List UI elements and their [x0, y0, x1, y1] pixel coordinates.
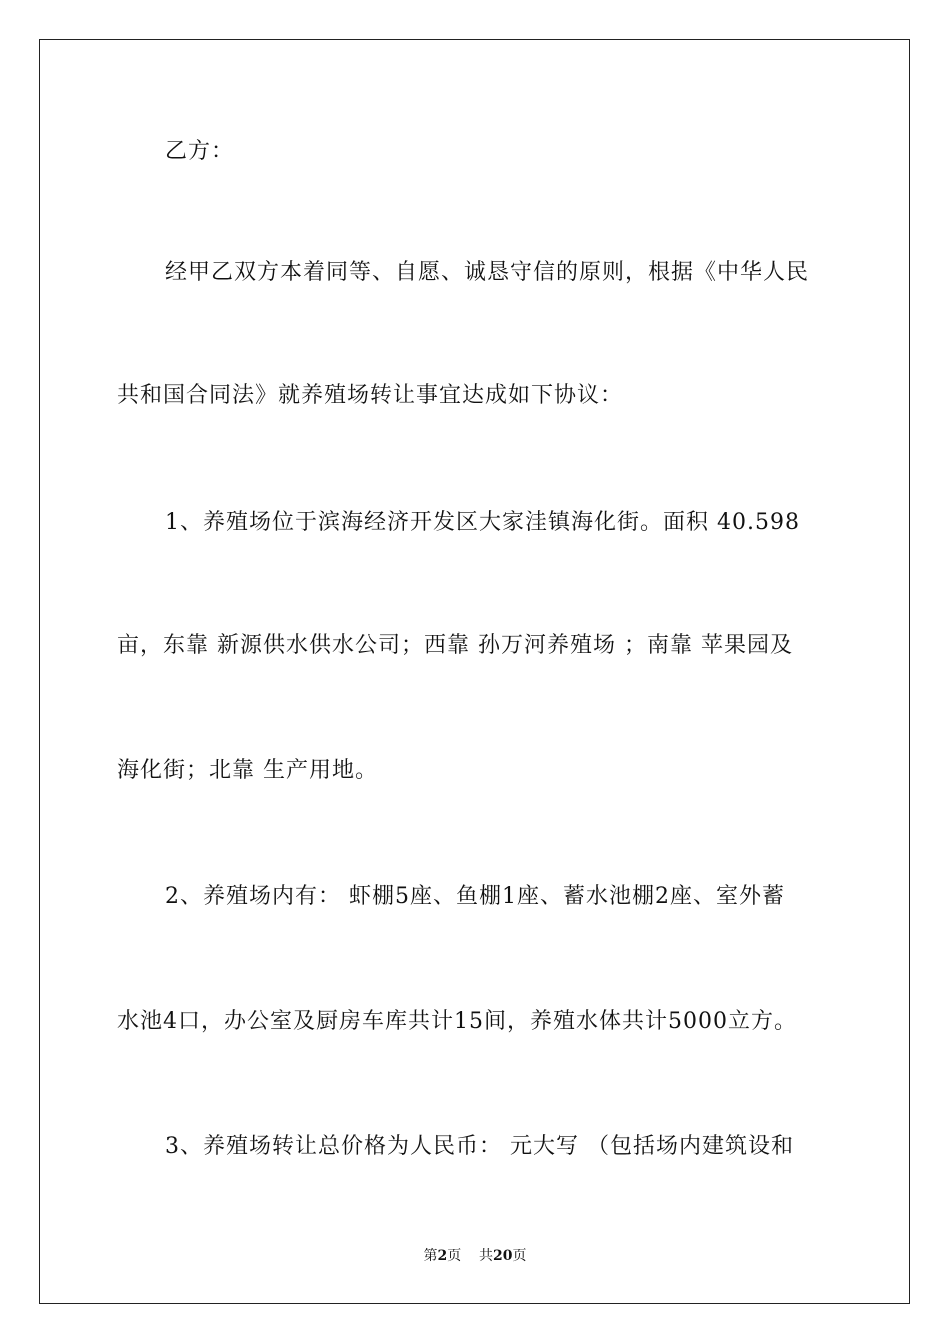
footer-page-number: 2	[437, 1248, 448, 1264]
text-line-clause-1a: 1、养殖场位于滨海经济开发区大家洼镇海化街。面积 40.598	[165, 510, 800, 535]
footer-total-number: 20	[493, 1248, 513, 1264]
text-line-clause-3a: 3、养殖场转让总价格为人民币： 元大写 （包括场内建筑设和	[165, 1134, 794, 1159]
page-footer	[0, 1246, 950, 1266]
text-line-preamble-1: 经甲乙双方本着同等、自愿、诚恳守信的原则，根据《中华人民	[165, 260, 810, 285]
text-line-yifang: 乙方：	[165, 139, 235, 164]
text-line-clause-2b: 水池4口，办公室及厨房车库共计15间，养殖水体共计5000立方。	[117, 1009, 797, 1034]
footer-total-prefix: 共	[479, 1248, 494, 1264]
footer-total-suffix: 页	[512, 1248, 527, 1264]
footer-page-suffix: 页	[447, 1248, 462, 1264]
text-line-preamble-2: 共和国合同法》就养殖场转让事宜达成如下协议：	[117, 383, 624, 408]
text-line-clause-1c: 海化街；北靠 生产用地。	[117, 758, 378, 783]
text-line-clause-2a: 2、养殖场内有： 虾棚5座、鱼棚1座、蓄水池棚2座、室外蓄	[165, 884, 785, 909]
page-frame	[39, 39, 910, 1304]
text-line-clause-1b: 亩，东靠 新源供水供水公司；西靠 孙万河养殖场 ；南靠 苹果园及	[117, 633, 793, 658]
footer-page-prefix: 第	[423, 1248, 438, 1264]
